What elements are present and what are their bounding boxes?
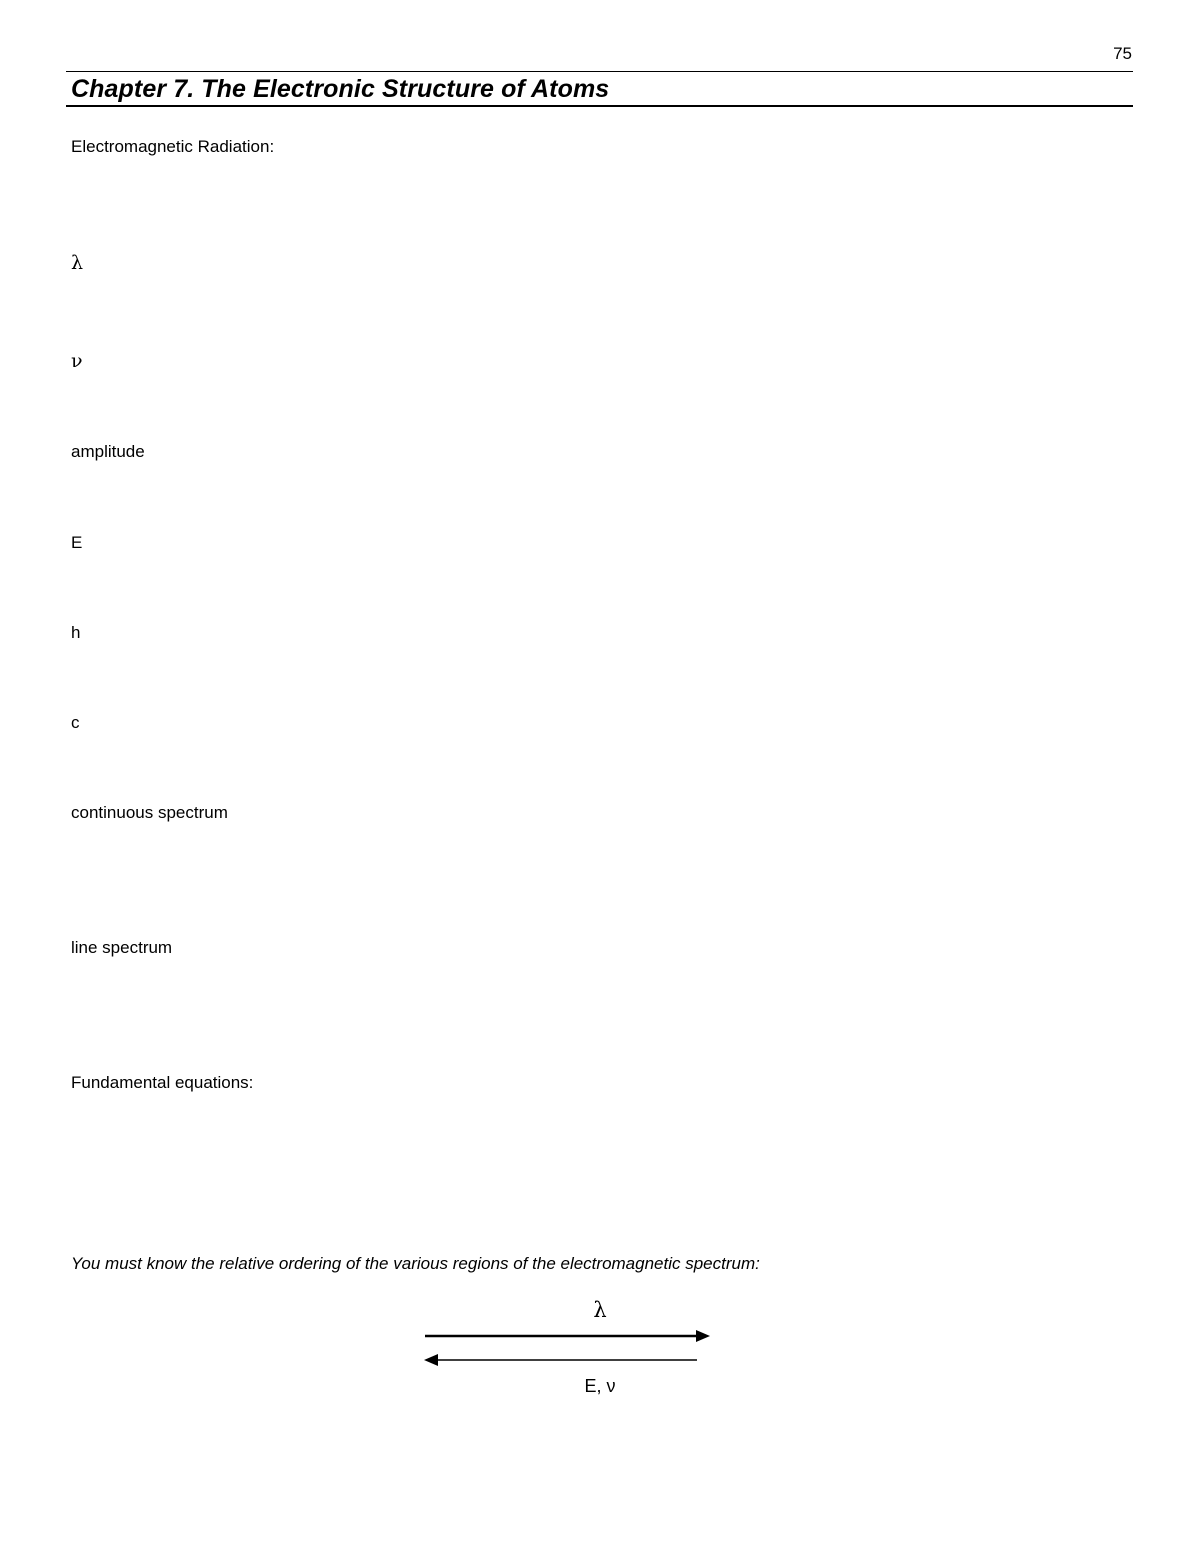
energy-frequency-arrow-label: E, ν — [584, 1376, 616, 1396]
page-number: 75 — [1113, 44, 1132, 63]
term-frequency-symbol: ν — [71, 350, 83, 372]
header-bottom-rule — [66, 105, 1133, 107]
term-amplitude: amplitude — [71, 442, 145, 461]
term-energy: E — [71, 533, 83, 552]
term-electromagnetic-radiation: Electromagnetic Radiation: — [71, 137, 275, 156]
wavelength-arrow-label: λ — [593, 1298, 607, 1322]
term-continuous-spectrum: continuous spectrum — [71, 803, 228, 822]
header-top-rule — [66, 71, 1133, 72]
spectrum-ordering-note: You must know the relative ordering of the various regions of the electromagnetic spectrum: — [71, 1254, 760, 1273]
term-line-spectrum: line spectrum — [71, 938, 173, 957]
spectrum-direction-diagram — [420, 1298, 720, 1408]
chapter-title: Chapter 7. The Electronic Structure of Atoms — [71, 75, 610, 103]
energy-arrow-head — [424, 1354, 438, 1366]
wavelength-arrow-head — [696, 1330, 710, 1342]
term-fundamental-equations: Fundamental equations: — [71, 1073, 254, 1092]
term-speed-of-light: c — [71, 713, 80, 732]
term-wavelength-symbol: λ — [71, 252, 84, 274]
term-planck-constant: h — [71, 623, 81, 642]
